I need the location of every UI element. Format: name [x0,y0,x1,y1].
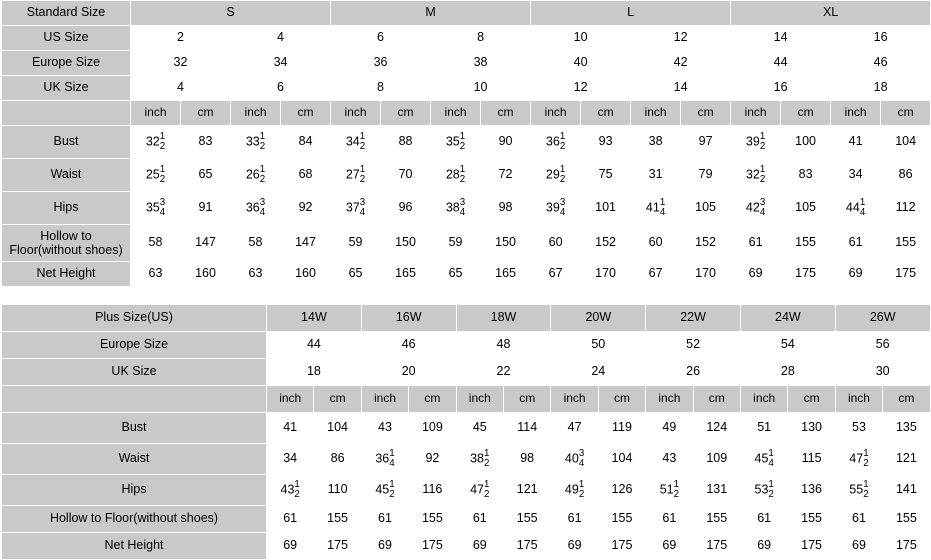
us-size-value: 4 [231,26,331,51]
measure-cell: 33 1 2 [231,126,281,159]
measure-cell: 59 [431,225,481,262]
unit-cell: cm [681,101,731,126]
unit-cell: inch [835,386,882,413]
table-row-hollow-to-floor [2,225,931,262]
measure-cell: 105 [681,192,731,225]
unit-cell: cm [693,386,740,413]
plus-size-value: 16W [361,305,456,332]
measure-cell: 69 [646,533,693,560]
measure-cell: 32 1 2 [131,126,181,159]
us-size-value: 16 [831,26,931,51]
table-row-hollow-to-floor [2,506,931,533]
measure-cell: 32 1 2 [731,159,781,192]
measure-cell: 104 [598,444,645,475]
measure-cell: 41 [831,126,881,159]
measure-cell: 175 [314,533,361,560]
us-size-value: 8 [431,26,531,51]
europe-size-value: 50 [551,332,646,359]
measure-cell: 68 [281,159,331,192]
measure-cell: 55 1 2 [835,475,882,506]
unit-cell: inch [631,101,681,126]
europe-size-value: 42 [631,51,731,76]
measure-cell: 124 [693,413,740,444]
unit-cell: cm [314,386,361,413]
measure-cell: 60 [631,225,681,262]
standard-size-table [1,0,931,287]
measure-cell: 97 [681,126,731,159]
measure-cell: 104 [881,126,931,159]
table-row-units [2,101,931,126]
measure-cell: 53 [835,413,882,444]
measure-cell: 155 [409,506,456,533]
measure-cell: 79 [681,159,731,192]
measure-cell: 61 [646,506,693,533]
hollow-label-line2: Floor(without shoes) [9,243,123,257]
table-row-uk-size [2,359,931,386]
measure-cell: 40 3 4 [551,444,598,475]
unit-cell: cm [598,386,645,413]
measure-cell: 29 1 2 [531,159,581,192]
measure-cell: 170 [581,262,631,287]
table-row-hips [2,192,931,225]
hollow-label-line1: Hollow to [40,228,92,243]
measure-cell: 93 [581,126,631,159]
measure-cell: 44 1 4 [831,192,881,225]
unit-cell: inch [456,386,503,413]
measure-cell: 101 [581,192,631,225]
measure-cell: 58 [231,225,281,262]
uk-size-value: 26 [646,359,741,386]
measure-cell: 121 [883,444,930,475]
measure-cell: 131 [693,475,740,506]
table-spacer [0,287,931,304]
measure-cell: 72 [481,159,531,192]
unit-cell: cm [781,101,831,126]
measure-cell: 42 3 4 [731,192,781,225]
measure-cell: 43 [361,413,408,444]
measure-cell: 155 [883,506,930,533]
measure-cell: 27 1 2 [331,159,381,192]
measure-cell: 114 [503,413,550,444]
measure-cell: 65 [331,262,381,287]
measure-cell: 65 [431,262,481,287]
europe-size-value: 44 [267,332,362,359]
measure-cell: 58 [131,225,181,262]
unit-cell: cm [181,101,231,126]
unit-cell: inch [231,101,281,126]
uk-size-value: 4 [131,76,231,101]
measure-cell: 49 [646,413,693,444]
table-row-net-height [2,533,931,560]
measure-cell: 60 [531,225,581,262]
measure-cell: 147 [281,225,331,262]
measure-cell: 155 [314,506,361,533]
measure-cell: 155 [788,506,835,533]
measure-cell: 45 1 4 [740,444,787,475]
measure-cell: 59 [331,225,381,262]
measure-cell: 98 [503,444,550,475]
row-label-hips: Hips [2,192,131,225]
measure-cell: 53 1 2 [740,475,787,506]
measure-cell: 51 1 2 [646,475,693,506]
unit-cell: cm [503,386,550,413]
measure-cell: 69 [361,533,408,560]
measure-cell: 61 [731,225,781,262]
measure-cell: 35 1 2 [431,126,481,159]
uk-size-value: 22 [456,359,551,386]
measure-cell: 84 [281,126,331,159]
measure-cell: 65 [181,159,231,192]
row-label-europe-size: Europe Size [2,332,267,359]
table-row-net-height [2,262,931,287]
us-size-value: 14 [731,26,831,51]
table-row-bust [2,126,931,159]
europe-size-value: 54 [740,332,835,359]
uk-size-value: 6 [231,76,331,101]
table-row-units [2,386,931,413]
measure-cell: 69 [835,533,882,560]
measure-cell: 109 [693,444,740,475]
row-label-hollow-to-floor [2,225,131,262]
measure-cell: 152 [681,225,731,262]
measure-cell: 150 [381,225,431,262]
measure-cell: 96 [381,192,431,225]
uk-size-value: 28 [740,359,835,386]
plus-size-value: 14W [267,305,362,332]
unit-cell: inch [267,386,314,413]
europe-size-value: 38 [431,51,531,76]
row-label-uk-size: UK Size [2,359,267,386]
measure-cell: 86 [314,444,361,475]
unit-cell: cm [883,386,930,413]
measure-cell: 43 [646,444,693,475]
europe-size-value: 40 [531,51,631,76]
uk-size-value: 12 [531,76,631,101]
measure-cell: 63 [131,262,181,287]
row-label-hips: Hips [2,475,267,506]
unit-cell: inch [551,386,598,413]
unit-cell: inch [531,101,581,126]
europe-size-value: 52 [646,332,741,359]
table-row-waist [2,444,931,475]
us-size-value: 6 [331,26,431,51]
measure-cell: 63 [231,262,281,287]
size-group-xl: XL [731,1,931,26]
measure-cell: 112 [881,192,931,225]
measure-cell: 70 [381,159,431,192]
measure-cell: 109 [409,413,456,444]
unit-cell: inch [831,101,881,126]
measure-cell: 35 3 4 [131,192,181,225]
measure-cell: 83 [181,126,231,159]
table-row-waist [2,159,931,192]
measure-cell: 170 [681,262,731,287]
europe-size-value: 46 [361,332,456,359]
us-size-value: 12 [631,26,731,51]
plus-size-value: 20W [551,305,646,332]
measure-cell: 47 1 2 [456,475,503,506]
europe-size-value: 44 [731,51,831,76]
uk-size-value: 20 [361,359,456,386]
measure-cell: 49 1 2 [551,475,598,506]
unit-cell: cm [381,101,431,126]
row-label-units-blank [2,386,267,413]
europe-size-value: 34 [231,51,331,76]
measure-cell: 37 3 4 [331,192,381,225]
unit-cell: cm [481,101,531,126]
measure-cell: 98 [481,192,531,225]
measure-cell: 119 [598,413,645,444]
measure-cell: 28 1 2 [431,159,481,192]
measure-cell: 41 1 4 [631,192,681,225]
measure-cell: 130 [788,413,835,444]
measure-cell: 38 3 4 [431,192,481,225]
row-label-standard-size: Standard Size [2,1,131,26]
measure-cell: 175 [693,533,740,560]
measure-cell: 92 [281,192,331,225]
measure-cell: 31 [631,159,681,192]
table-row-bust [2,413,931,444]
measure-cell: 41 [267,413,314,444]
measure-cell: 175 [883,533,930,560]
europe-size-value: 48 [456,332,551,359]
measure-cell: 155 [503,506,550,533]
plus-size-value: 24W [740,305,835,332]
measure-cell: 155 [693,506,740,533]
measure-cell: 104 [314,413,361,444]
measure-cell: 34 [267,444,314,475]
row-label-bust: Bust [2,413,267,444]
measure-cell: 61 [456,506,503,533]
plus-size-value: 18W [456,305,551,332]
measure-cell: 160 [181,262,231,287]
measure-cell: 88 [381,126,431,159]
measure-cell: 90 [481,126,531,159]
row-label-bust: Bust [2,126,131,159]
unit-cell: inch [431,101,481,126]
measure-cell: 36 3 4 [231,192,281,225]
row-label-hollow-to-floor: Hollow to Floor(without shoes) [2,506,267,533]
measure-cell: 69 [267,533,314,560]
measure-cell: 38 1 2 [456,444,503,475]
measure-cell: 61 [361,506,408,533]
measure-cell: 92 [409,444,456,475]
unit-cell: inch [131,101,181,126]
uk-size-value: 8 [331,76,431,101]
measure-cell: 105 [781,192,831,225]
measure-cell: 69 [456,533,503,560]
row-label-waist: Waist [2,159,131,192]
measure-cell: 69 [731,262,781,287]
row-label-waist: Waist [2,444,267,475]
size-group-m: M [331,1,531,26]
measure-cell: 67 [531,262,581,287]
uk-size-value: 24 [551,359,646,386]
measure-cell: 175 [409,533,456,560]
measure-cell: 39 3 4 [531,192,581,225]
plus-size-value: 22W [646,305,741,332]
measure-cell: 86 [881,159,931,192]
measure-cell: 100 [781,126,831,159]
uk-size-value: 10 [431,76,531,101]
row-label-europe-size: Europe Size [2,51,131,76]
measure-cell: 34 [831,159,881,192]
measure-cell: 115 [788,444,835,475]
measure-cell: 110 [314,475,361,506]
table-row-us-size [2,26,931,51]
measure-cell: 150 [481,225,531,262]
measure-cell: 61 [740,506,787,533]
measure-cell: 36 1 4 [361,444,408,475]
measure-cell: 175 [788,533,835,560]
measure-cell: 51 [740,413,787,444]
unit-cell: cm [881,101,931,126]
unit-cell: inch [740,386,787,413]
measure-cell: 83 [781,159,831,192]
row-label-us-size: US Size [2,26,131,51]
measure-cell: 61 [835,506,882,533]
measure-cell: 26 1 2 [231,159,281,192]
measure-cell: 152 [581,225,631,262]
unit-cell: inch [331,101,381,126]
uk-size-value: 14 [631,76,731,101]
measure-cell: 47 1 2 [835,444,882,475]
measure-cell: 61 [831,225,881,262]
measure-cell: 61 [551,506,598,533]
europe-size-value: 46 [831,51,931,76]
unit-cell: inch [731,101,781,126]
unit-cell: inch [361,386,408,413]
row-label-units-blank [2,101,131,126]
uk-size-value: 30 [835,359,930,386]
measure-cell: 75 [581,159,631,192]
row-label-net-height: Net Height [2,262,131,287]
uk-size-value: 18 [831,76,931,101]
row-label-plus-size: Plus Size(US) [2,305,267,332]
measure-cell: 141 [883,475,930,506]
plus-size-table [1,304,931,560]
measure-cell: 155 [598,506,645,533]
row-label-net-height: Net Height [2,533,267,560]
uk-size-value: 18 [267,359,362,386]
measure-cell: 45 1 2 [361,475,408,506]
table-row-hips [2,475,931,506]
plus-size-value: 26W [835,305,930,332]
measure-cell: 155 [881,225,931,262]
measure-cell: 135 [883,413,930,444]
measure-cell: 25 1 2 [131,159,181,192]
europe-size-value: 56 [835,332,930,359]
table-row-uk-size [2,76,931,101]
unit-cell: cm [788,386,835,413]
size-group-s: S [131,1,331,26]
measure-cell: 61 [267,506,314,533]
measure-cell: 136 [788,475,835,506]
measure-cell: 36 1 2 [531,126,581,159]
measure-cell: 43 1 2 [267,475,314,506]
measure-cell: 165 [381,262,431,287]
measure-cell: 69 [551,533,598,560]
measure-cell: 175 [781,262,831,287]
unit-cell: cm [581,101,631,126]
measure-cell: 147 [181,225,231,262]
measure-cell: 34 1 2 [331,126,381,159]
table-row-standard-size [2,1,931,26]
table-row-plus-size [2,305,931,332]
us-size-value: 10 [531,26,631,51]
measure-cell: 45 [456,413,503,444]
measure-cell: 175 [881,262,931,287]
measure-cell: 126 [598,475,645,506]
row-label-uk-size: UK Size [2,76,131,101]
measure-cell: 175 [598,533,645,560]
measure-cell: 116 [409,475,456,506]
measure-cell: 69 [831,262,881,287]
measure-cell: 165 [481,262,531,287]
unit-cell: cm [409,386,456,413]
table-row-europe-size [2,51,931,76]
size-group-l: L [531,1,731,26]
us-size-value: 2 [131,26,231,51]
measure-cell: 155 [781,225,831,262]
europe-size-value: 36 [331,51,431,76]
unit-cell: cm [281,101,331,126]
measure-cell: 175 [503,533,550,560]
measure-cell: 160 [281,262,331,287]
measure-cell: 91 [181,192,231,225]
measure-cell: 67 [631,262,681,287]
unit-cell: inch [646,386,693,413]
table-row-europe-size [2,332,931,359]
measure-cell: 38 [631,126,681,159]
measure-cell: 47 [551,413,598,444]
measure-cell: 121 [503,475,550,506]
uk-size-value: 16 [731,76,831,101]
europe-size-value: 32 [131,51,231,76]
measure-cell: 39 1 2 [731,126,781,159]
measure-cell: 69 [740,533,787,560]
